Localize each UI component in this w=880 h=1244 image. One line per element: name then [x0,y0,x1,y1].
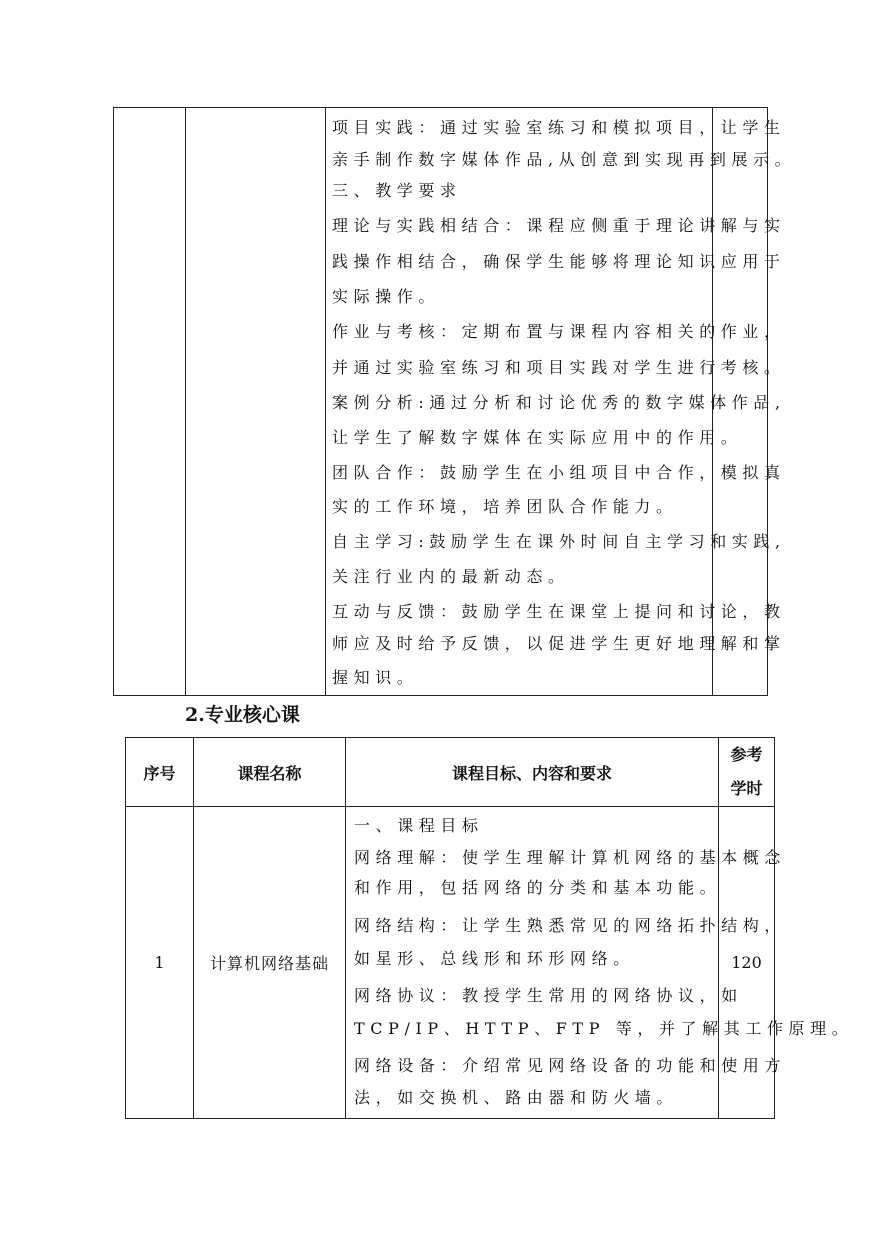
content-line: 三、教学要求 [332,181,462,200]
section-heading: 2.专业核心课 [185,704,300,726]
header-content: 课程目标、内容和要求 [451,763,612,783]
content-line: 法，如交换机、路由器和防火墙。 [354,1088,679,1107]
content-line: 如星形、总线形和环形网络。 [354,949,635,968]
table-border [325,107,326,696]
header-no: 序号 [143,763,176,783]
table-border [113,695,768,696]
content-line: 网络协议：教授学生常用的网络协议，如 [354,986,743,1005]
content-line: TCP/IP、HTTP、FTP 等，并了解其工作原理。 [354,1019,854,1038]
table-border [113,107,114,696]
header-course-name: 课程名称 [237,763,302,783]
content-line: 理论与实践相结合：课程应侧重于理论讲解与实 [332,216,786,235]
content-line: 网络理解：使学生理解计算机网络的基本概念 [354,848,787,867]
content-line: 关注行业内的最新动态。 [332,567,570,586]
content-line: 并通过实验室练习和项目实践对学生进行考核。 [332,358,786,377]
row-hours: 120 [731,953,762,972]
content-line: 师应及时给予反馈，以促进学生更好地理解和掌 [332,634,786,653]
header-hours [719,738,774,806]
table-border [113,107,768,108]
row-course-name: 计算机网络基础 [209,954,329,973]
content-line: 践操作相结合，确保学生能够将理论知识应用于 [332,252,786,271]
content-line: 团队合作：鼓励学生在小组项目中合作，模拟真 [332,463,786,482]
content-line: 亲手制作数字媒体作品,从创意到实现再到展示。 [332,150,797,169]
content-line: 项目实践：通过实验室练习和模拟项目，让学生 [332,118,786,137]
header-hours-line1: 参考 [730,745,763,764]
content-line: 握知识。 [332,668,419,687]
table-border [125,1118,775,1119]
content-line: 让学生了解数字媒体在实际应用中的作用。 [332,428,743,447]
content-line: 自主学习:鼓励学生在课外时间自主学习和实践, [332,532,786,551]
content-line: 实的工作环境，培养团队合作能力。 [332,497,678,516]
content-line: 和作用，包括网络的分类和基本功能。 [354,878,722,897]
row-no: 1 [154,953,165,972]
content-line: 网络结构：让学生熟悉常见的网络拓扑结构， [354,916,787,935]
content-line: 实际操作。 [332,287,441,306]
content-line: 网络设备：介绍常见网络设备的功能和使用方 [354,1056,787,1075]
table-border [185,107,186,696]
content-line: 互动与反馈：鼓励学生在课堂上提问和讨论，教 [332,602,786,621]
content-line: 案例分析:通过分析和讨论优秀的数字媒体作品, [332,393,786,412]
content-line: 作业与考核：定期布置与课程内容相关的作业， [332,322,786,341]
content-line: 一、课程目标 [354,816,484,835]
header-hours-line2: 学时 [730,779,763,798]
